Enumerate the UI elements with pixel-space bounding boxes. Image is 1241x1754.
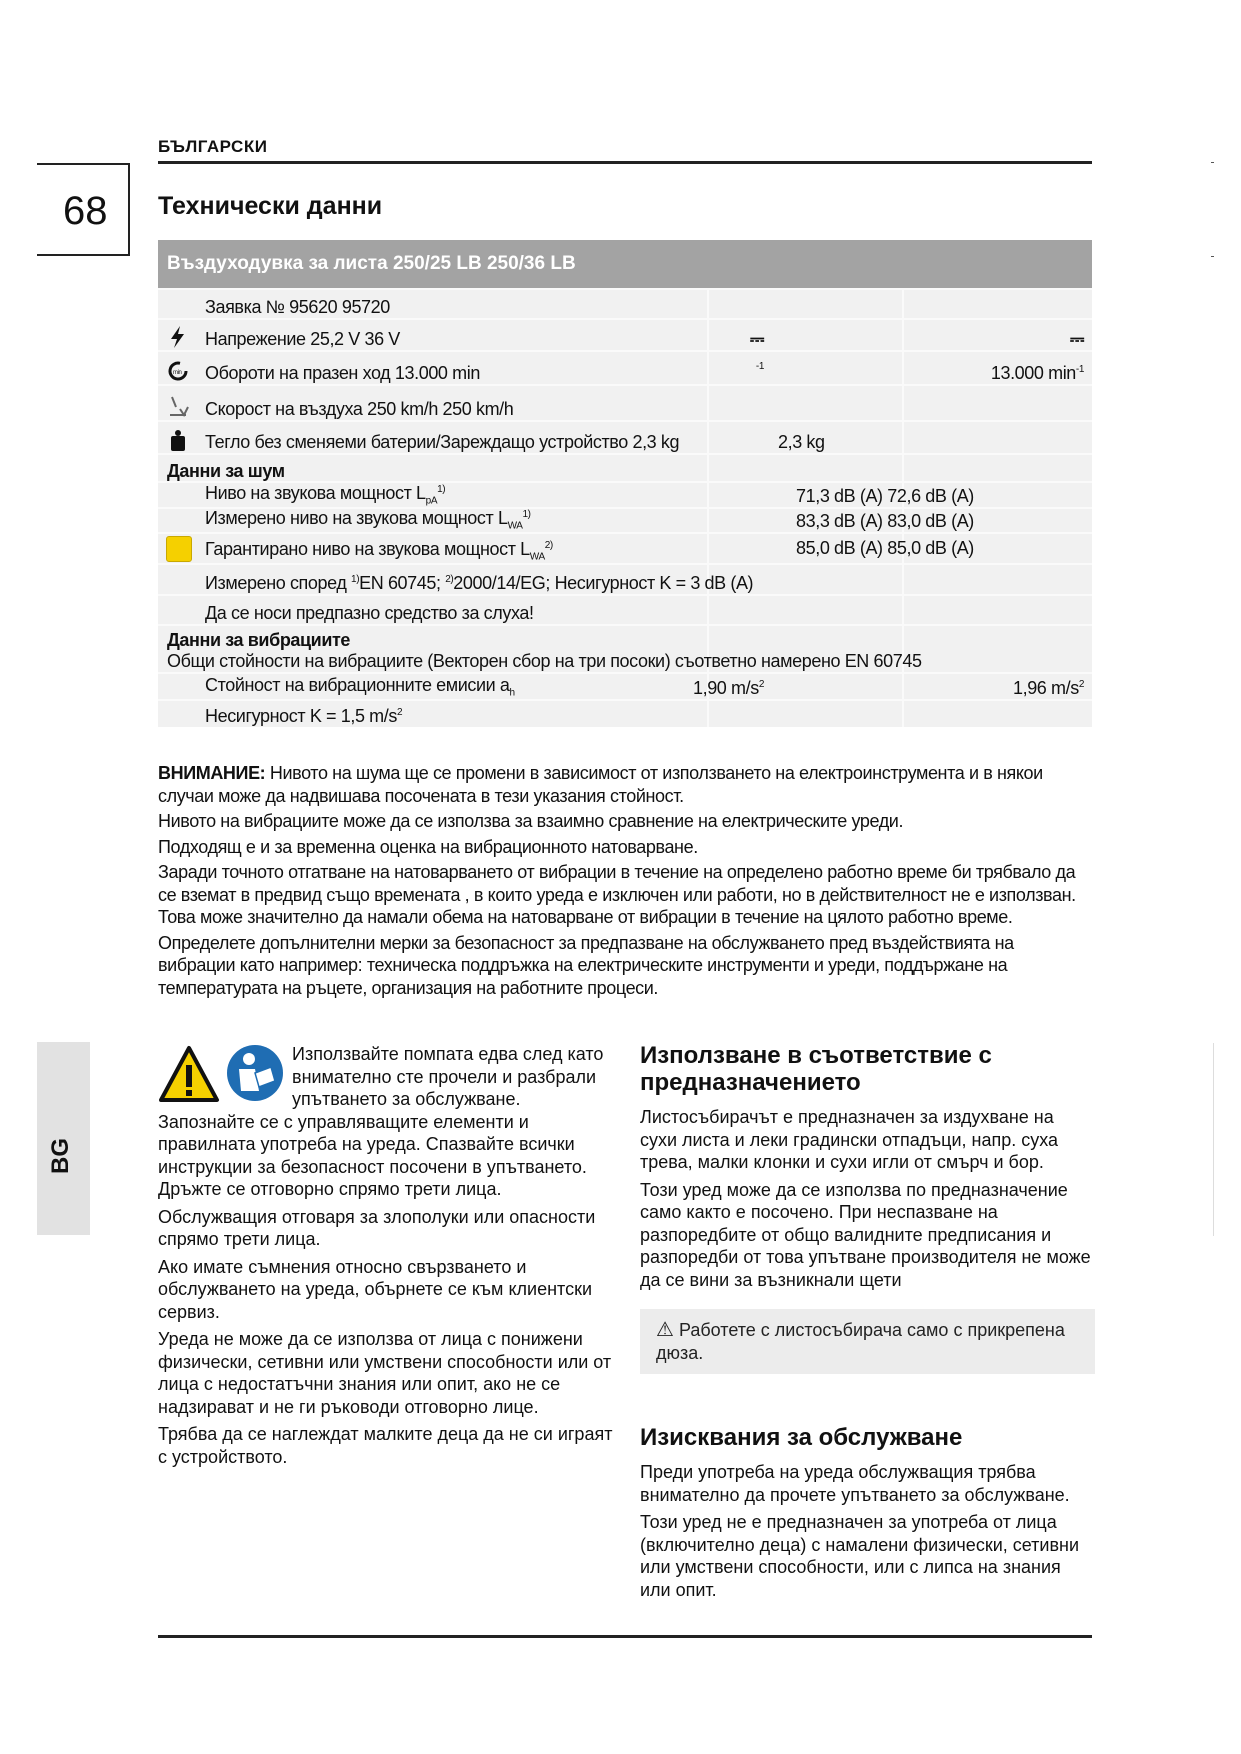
measured-sound-power-values: 83,3 dB (A) 83,0 dB (A) — [796, 511, 974, 531]
warning-outline-icon: ⚠ — [656, 1319, 674, 1341]
lightning-icon — [166, 325, 190, 349]
subscript: WA — [507, 521, 523, 532]
table-row — [158, 532, 1092, 565]
paragraph: Нивото на вибрациите може да се използва за взаимно сравнение на електрическите уреди. — [158, 811, 904, 831]
usage-column — [640, 1042, 1095, 1606]
measured-text: Измерено според — [205, 573, 352, 593]
language-side-tab — [37, 1042, 90, 1235]
sound-pressure-values: 71,3 dB (A) 72,6 dB (A) — [796, 486, 974, 506]
safety-column — [158, 1043, 613, 1473]
bottom-rule — [158, 1635, 1092, 1638]
table-row — [158, 672, 1092, 701]
measured-text: EN 60745; — [359, 573, 446, 593]
air-speed-icon — [166, 395, 190, 419]
dc-symbol-col2: ⎓ — [1070, 329, 1084, 349]
page-number-box — [37, 163, 130, 256]
footnote: 1) — [437, 484, 446, 496]
page-title: Технически данни — [158, 192, 383, 220]
attention-label: ВНИМАНИЕ: — [158, 763, 266, 783]
footnote: 1) — [351, 574, 360, 585]
vibration-emission-label: Стойност на вибрационните емисии a — [205, 675, 510, 696]
language-header: БЪЛГАРСКИ — [158, 137, 268, 156]
weight-col1: 2,3 kg — [778, 432, 825, 452]
superscript: 2 — [1078, 679, 1084, 690]
margin-mark — [1211, 256, 1214, 257]
spec-table-heading: Въздуходувка за листа 250/25 LB 250/36 LB — [158, 240, 1092, 288]
paragraph: Този уред не е предназначен за употреба от лица (включително деца) с намалени физически, сетивни или умствени способности, или с липса на знания или опит. — [640, 1512, 1080, 1600]
table-row — [158, 350, 1092, 386]
paragraph: Уреда не може да се използва от лица с понижени физически, сетивни или умствени способности или от лица с недостатъчни знания или опит, ако не се надзирават и не ги ръководи отговорно лице. — [158, 1329, 612, 1417]
paragraph: Ако имате съмнения относно свързването и обслужването на уреда, обърнете се към клиентски сервиз. — [158, 1256, 592, 1322]
table-row — [158, 481, 1092, 509]
paragraph: Подходящ е и за временна оценка на вибрационното натоварване. — [158, 836, 698, 857]
noise-section-title: Данни за шум — [167, 461, 285, 481]
noise-label-icon — [166, 536, 192, 562]
vibration-total: Общи стойности на вибрациите (Векторен сбор на три посоки) съответно намерено EN 60745 — [167, 651, 922, 671]
paragraph: Този уред може да се използва по предназначение само както е посочено. При неспазване на разпоредбите от общо валидните предписания и разпоредби от това упътване производителя не може да се вини за възникнали щети — [640, 1179, 1091, 1290]
table-row — [158, 699, 1092, 729]
svg-text:min: min — [173, 370, 182, 376]
hearing-protection-note: Да се носи предпазно средство за слуха! — [205, 603, 534, 623]
footnote: 1) — [522, 509, 531, 521]
paragraph: Трябва да се наглеждат малките деца да не си играят с устройството. — [158, 1424, 613, 1467]
weight-icon — [166, 428, 190, 452]
idle-speed: Обороти на празен ход 13.000 min — [205, 363, 480, 383]
dc-symbol-col1: ⎓ — [750, 329, 764, 349]
subscript: h — [509, 688, 515, 699]
table-row — [158, 624, 1092, 651]
note-text: Работете с листосъбирача само с прикрепена дюза. — [656, 1320, 1065, 1363]
table-row — [158, 453, 1092, 483]
attention-text: Нивото на шума ще се промени в зависимост от използването на електроинструмента и в някои случаи може да надвишава посочената в тези указания стойност. — [158, 763, 1043, 806]
margin-line — [1213, 1043, 1214, 1236]
subscript: WA — [529, 552, 545, 563]
voltage: Напрежение 25,2 V 36 V — [205, 329, 400, 349]
vibration-col2: 1,96 m/s — [1012, 678, 1079, 698]
table-row — [158, 507, 1092, 534]
sound-pressure-label: Ниво на звукова мощност L — [205, 483, 426, 504]
guaranteed-sound-power-values: 85,0 dB (A) 85,0 dB (A) — [796, 538, 974, 558]
page-number: 68 — [63, 189, 108, 233]
table-row — [158, 288, 1092, 320]
paragraph: Листосъбирачът е предназначен за издухване на сухи листа и леки градински отпадъци, напр. суха трева, малки клонки и сухи игли от смърч и бор. — [640, 1107, 1059, 1172]
table-row — [158, 563, 1092, 596]
operator-requirements-heading: Изисквания за обслужване — [640, 1424, 963, 1451]
spec-table — [158, 240, 1092, 727]
idle-speed-col2: 13.000 min — [990, 363, 1076, 383]
vibration-section-title: Данни за вибрациите — [167, 630, 351, 650]
air-speed: Скорост на въздуха 250 km/h 250 km/h — [205, 399, 514, 419]
superscript: 2 — [758, 679, 764, 690]
paragraph: Заради точното отгатване на натоварването от вибрации в течение на определено работно време би трябвало да се вземат в предвид също времената , в които уреда е изключен или работи, но в действителност не е използван. Това може значително да намали обема на натоварване от вибрации в течение на цялото работно време. — [158, 862, 1076, 927]
rpm-superscript: -1 — [1075, 364, 1084, 375]
table-row — [158, 594, 1092, 626]
paragraph: Определете допълнителни мерки за безопасност за предпазване на обслужването пред въздействията на вибрации като например: техническа поддръжка на електрическите инструменти и уреди, поддържане на температурата на ръцете, организация на работните процеси. — [158, 932, 1014, 998]
attention-block — [158, 762, 1092, 1002]
table-row — [158, 318, 1092, 352]
table-row — [158, 649, 1092, 672]
measured-sound-power-label: Измерено ниво на звукова мощност L — [205, 508, 508, 529]
warning-triangle-icon — [158, 1045, 220, 1103]
read-manual-icon — [225, 1043, 285, 1103]
weight: Тегло без сменяеми батерии/Зареждащо устройство 2,3 kg — [205, 432, 680, 452]
table-row — [158, 384, 1092, 422]
paragraph: Преди употреба на уреда обслужващия трябва внимателно да прочете упътването за обслужване. — [640, 1462, 1070, 1505]
rpm-superscript: -1 — [755, 361, 764, 372]
paragraph: Обслужващия отговаря за злополуки или опасности спрямо трети лица. — [158, 1206, 596, 1249]
guaranteed-sound-power-label: Гарантирано ниво на звукова мощност L — [205, 539, 530, 560]
subscript: pA — [425, 496, 438, 507]
language-code: BG — [47, 1138, 74, 1174]
safety-icons — [158, 1043, 288, 1109]
rpm-icon — [166, 359, 190, 383]
top-rule — [158, 161, 1092, 164]
margin-mark — [1211, 162, 1214, 163]
paragraph: Използвайте помпата едва след като внимателно сте прочели и разбрали упътването за обслужване. Запознайте се с управляващите елементи и правилната употреба на уреда. Спазвайте всички инструкции за безопасност посочени в упътването. Дръжте се отговорно спрямо трети лица. — [158, 1044, 604, 1199]
order-number: Заявка № 95620 95720 — [205, 297, 390, 317]
nozzle-warning-note — [640, 1309, 1095, 1374]
measured-text: 2000/14/EG; Несигурност K = 3 dB (A) — [453, 573, 754, 593]
footnote: 2) — [544, 540, 553, 552]
superscript: 2 — [396, 707, 403, 718]
vibration-col1: 1,90 m/s — [692, 678, 759, 698]
vibration-uncertainty: Несигурност K = 1,5 m/s — [205, 706, 397, 726]
intended-use-heading: Използване в съответствие с предназначението — [640, 1042, 992, 1096]
footnote: 2) — [445, 574, 454, 585]
table-row — [158, 420, 1092, 455]
